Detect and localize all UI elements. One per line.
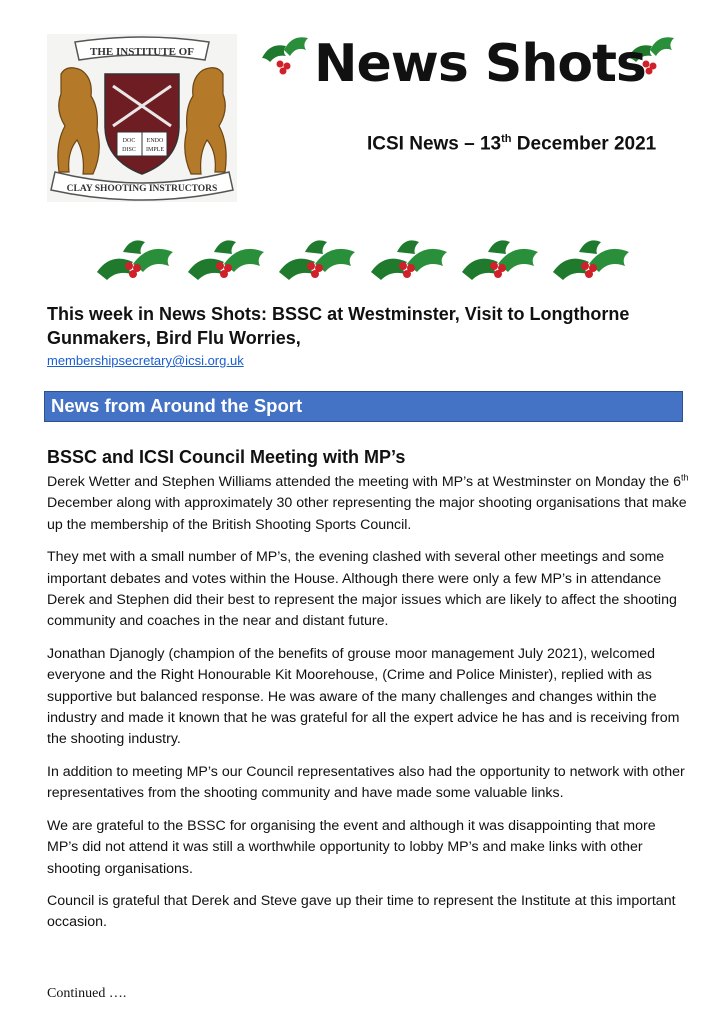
holly-icon — [458, 232, 542, 288]
crest-top-text: THE INSTITUTE OF — [90, 46, 194, 58]
crest-bottom-text: CLAY SHOOTING INSTRUCTORS — [66, 184, 218, 194]
section-banner — [44, 391, 683, 422]
article-paragraph: They met with a small number of MP’s, the evening clashed with several other meetings and some important debates and votes within the House. Although there were only a few MP’s in attendance Derek and Stephen did their best to represent the major issues which are likely to affect the shooting community and coaches in the near and distant future. — [47, 549, 677, 630]
article-paragraph: Council is grateful that Derek and Steve gave up their time to represent the Institute at this important occasion. — [47, 892, 676, 931]
holly-icon — [256, 28, 312, 80]
article-heading: BSSC and ICSI Council Meeting with MP’s — [47, 447, 406, 467]
paragraph-sup: th — [681, 472, 689, 483]
book-text-left: DOC — [122, 138, 136, 144]
section-title: News from Around the Sport — [51, 395, 303, 416]
book-text-right: ENDO — [146, 138, 164, 144]
book-text-left-2: DISC — [122, 147, 136, 153]
holly-icon — [275, 232, 359, 288]
article-paragraph — [47, 472, 689, 536]
book-text-right-2: IMPLE — [146, 147, 164, 153]
crest-logo — [47, 34, 237, 202]
intro-headline: This week in News Shots: BSSC at Westminster, Visit to Longthorne Gunmakers, Bird Flu Worries, — [47, 304, 630, 348]
article-paragraph: Jonathan Djanogly (champion of the benefits of grouse moor management July 2021), welcomed everyone and the Right Honourable Kit Moorehouse, (Crime and Police Minister), replied with as supportive but balanced response. He was aware of the many challenges and changes within the industry and made it known that he was grateful for all the expert advice he has and is receiving from the shooting industry. — [47, 645, 680, 748]
issue-sup: th — [501, 133, 512, 145]
article-paragraph: We are grateful to the BSSC for organising the event and although it was disappointing that more MP’s did not attend it was still a worthwhile opportunity to lobby MP’s and make links with other shooting organisations. — [47, 817, 656, 877]
issue-prefix: ICSI News – 13 — [367, 133, 502, 155]
holly-icon — [367, 232, 451, 288]
email-link[interactable]: membershipsecretary@icsi.org.uk — [47, 353, 244, 368]
issue-suffix: December 2021 — [511, 133, 657, 155]
holly-icon — [93, 232, 177, 288]
article-paragraph: In addition to meeting MP’s our Council representatives also had the opportunity to network with other representatives from the shooting community and have made some valuable links. — [47, 763, 685, 802]
paragraph-text: December along with approximately 30 other representing the major shooting organisations that make up the membership of the British Shooting Sports Council. — [47, 495, 687, 533]
page-title: News Shots — [314, 34, 646, 94]
continued-note: Continued …. — [47, 986, 127, 1001]
paragraph-text: Derek Wetter and Stephen Williams attended the meeting with MP’s at Westminster on Monday the 6 — [47, 474, 682, 490]
holly-icon — [549, 232, 633, 288]
holly-divider — [93, 232, 633, 292]
holly-icon — [184, 232, 268, 288]
article — [47, 446, 689, 945]
issue-date — [367, 133, 656, 155]
